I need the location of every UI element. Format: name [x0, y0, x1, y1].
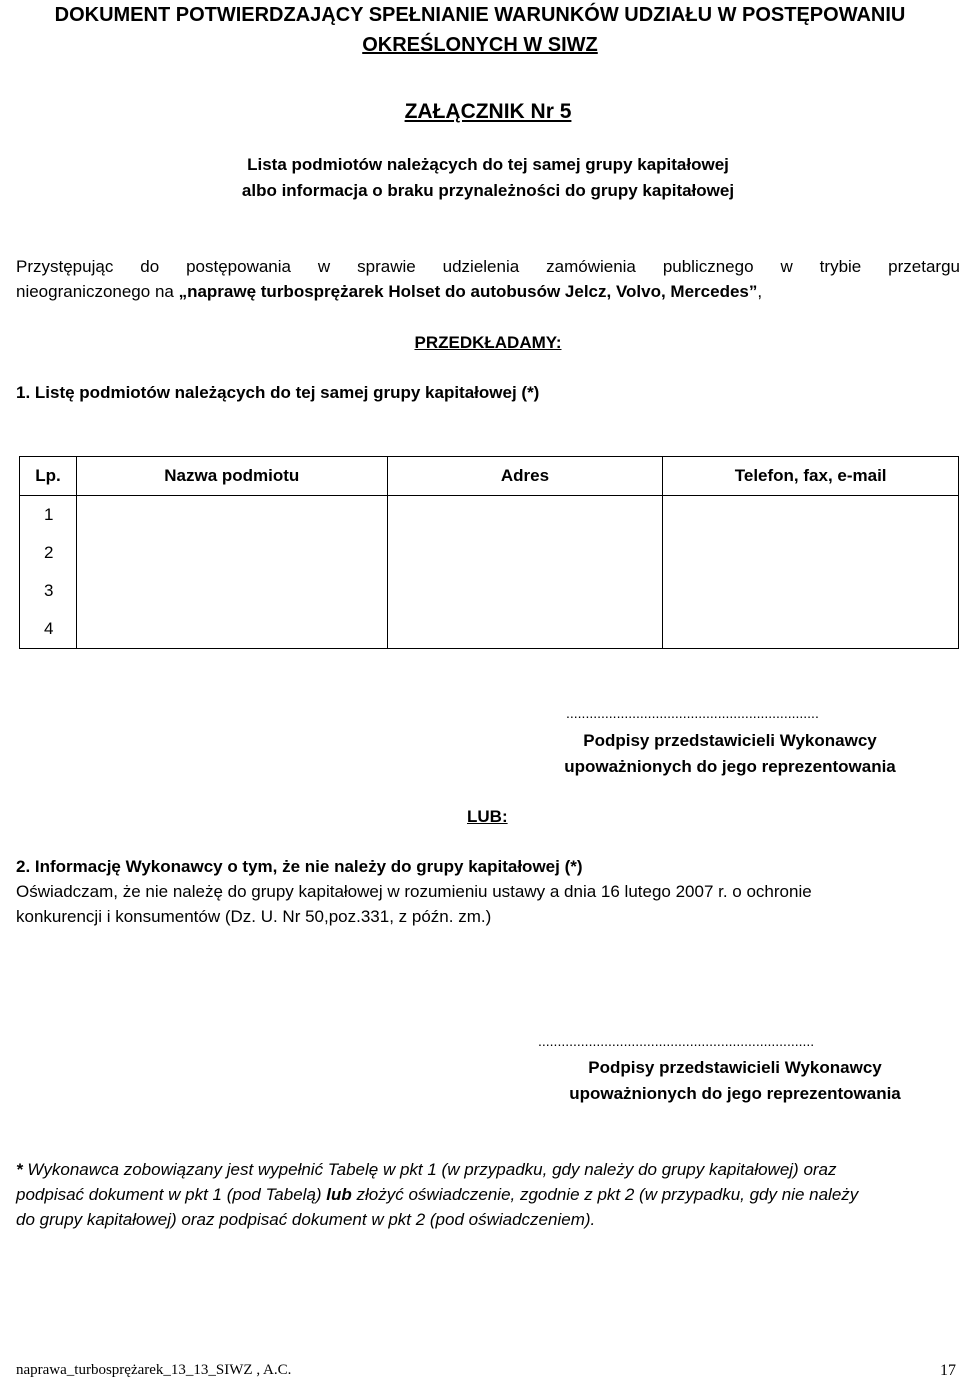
- contact-cell[interactable]: [663, 534, 959, 572]
- item2-heading: 2. Informację Wykonawcy o tym, że nie należy do grupy kapitałowej (*): [16, 857, 583, 876]
- intro-line1: Przystępując do postępowania w sprawie udzielenia zamówienia publicznego w trybie przetargu: [16, 257, 960, 276]
- document-title-line1: DOKUMENT POTWIERDZAJĄCY SPEŁNIANIE WARUNKÓW UDZIAŁU W POSTĘPOWANIU: [54, 4, 906, 26]
- row-number: 1: [20, 496, 77, 535]
- table-row: [20, 572, 959, 610]
- table-row: [20, 610, 959, 649]
- footnote-line3: do grupy kapitałowej) oraz podpisać dokument w pkt 2 (pod oświadczeniem).: [16, 1210, 596, 1229]
- footnote-asterisk: *: [16, 1160, 23, 1179]
- address-cell[interactable]: [387, 534, 663, 572]
- signature-line-1: .................................................................: [566, 705, 819, 721]
- name-cell[interactable]: [76, 610, 387, 649]
- row-number: 2: [20, 534, 77, 572]
- table-row: [20, 534, 959, 572]
- signature-caption-1b: upoważnionych do jego reprezentowania: [564, 757, 896, 776]
- signature-caption-1a: Podpisy przedstawicieli Wykonawcy: [583, 731, 877, 750]
- column-header-contact: Telefon, fax, e-mail: [663, 457, 959, 496]
- column-header-lp: Lp.: [20, 457, 77, 496]
- footnote-line2: [16, 1185, 858, 1205]
- group-entities-table: [19, 456, 959, 649]
- order-subject: „naprawę turbosprężarek Holset do autobusów Jelcz, Volvo, Mercedes”: [178, 282, 758, 301]
- document-title-line2: OKREŚLONYCH W SIWZ: [362, 34, 598, 56]
- footnote-text2a: podpisać dokument w pkt 1 (pod Tabelą): [16, 1185, 327, 1204]
- column-header-name: Nazwa podmiotu: [76, 457, 387, 496]
- declaration-line2: konkurencji i konsumentów (Dz. U. Nr 50,poz.331, z późn. zm.): [16, 907, 492, 926]
- intro-suffix: ,: [757, 282, 763, 301]
- footnote-text2b: złożyć oświadczenie, zgodnie z pkt 2 (w przypadku, gdy nie należy: [351, 1185, 859, 1204]
- name-cell[interactable]: [76, 534, 387, 572]
- signature-line-2: .......................................................................: [538, 1033, 815, 1049]
- footnote-text1: Wykonawca zobowiązany jest wypełnić Tabelę w pkt 1 (w przypadku, gdy należy do grupy kapitałowej) oraz: [22, 1160, 837, 1179]
- signature-caption-2b: upoważnionych do jego reprezentowania: [569, 1084, 901, 1103]
- footer-filename: naprawa_turbosprężarek_13_13_SIWZ , A.C.: [16, 1362, 292, 1378]
- contact-cell[interactable]: [663, 610, 959, 649]
- subtitle-line1: Lista podmiotów należących do tej samej grupy kapitałowej: [247, 155, 729, 174]
- item1-heading: 1. Listę podmiotów należących do tej samej grupy kapitałowej (*): [16, 383, 540, 402]
- row-number: 3: [20, 572, 77, 610]
- page-number: 17: [940, 1362, 956, 1379]
- footnote-line1: [16, 1160, 837, 1180]
- declaration-line1: Oświadczam, że nie należę do grupy kapitałowej w rozumieniu ustawy a dnia 16 lutego 2007 r. o ochronie: [16, 882, 812, 901]
- intro-prefix: nieograniczonego na: [16, 282, 179, 301]
- signature-caption-2a: Podpisy przedstawicieli Wykonawcy: [588, 1058, 882, 1077]
- column-header-address: Adres: [387, 457, 663, 496]
- contact-cell[interactable]: [663, 572, 959, 610]
- row-number: 4: [20, 610, 77, 649]
- contact-cell[interactable]: [663, 496, 959, 535]
- address-cell[interactable]: [387, 610, 663, 649]
- name-cell[interactable]: [76, 572, 387, 610]
- or-label: LUB:: [467, 807, 508, 826]
- przedkladamy-heading: PRZEDKŁADAMY:: [414, 333, 562, 352]
- name-cell[interactable]: [76, 496, 387, 535]
- table-header-row: [20, 457, 959, 496]
- footnote-or: lub: [326, 1185, 352, 1204]
- annex-title: ZAŁĄCZNIK Nr 5: [404, 100, 572, 123]
- subtitle-line2: albo informacja o braku przynależności do grupy kapitałowej: [241, 181, 735, 200]
- intro-line2: [16, 282, 762, 302]
- address-cell[interactable]: [387, 496, 663, 535]
- address-cell[interactable]: [387, 572, 663, 610]
- table-row: [20, 496, 959, 535]
